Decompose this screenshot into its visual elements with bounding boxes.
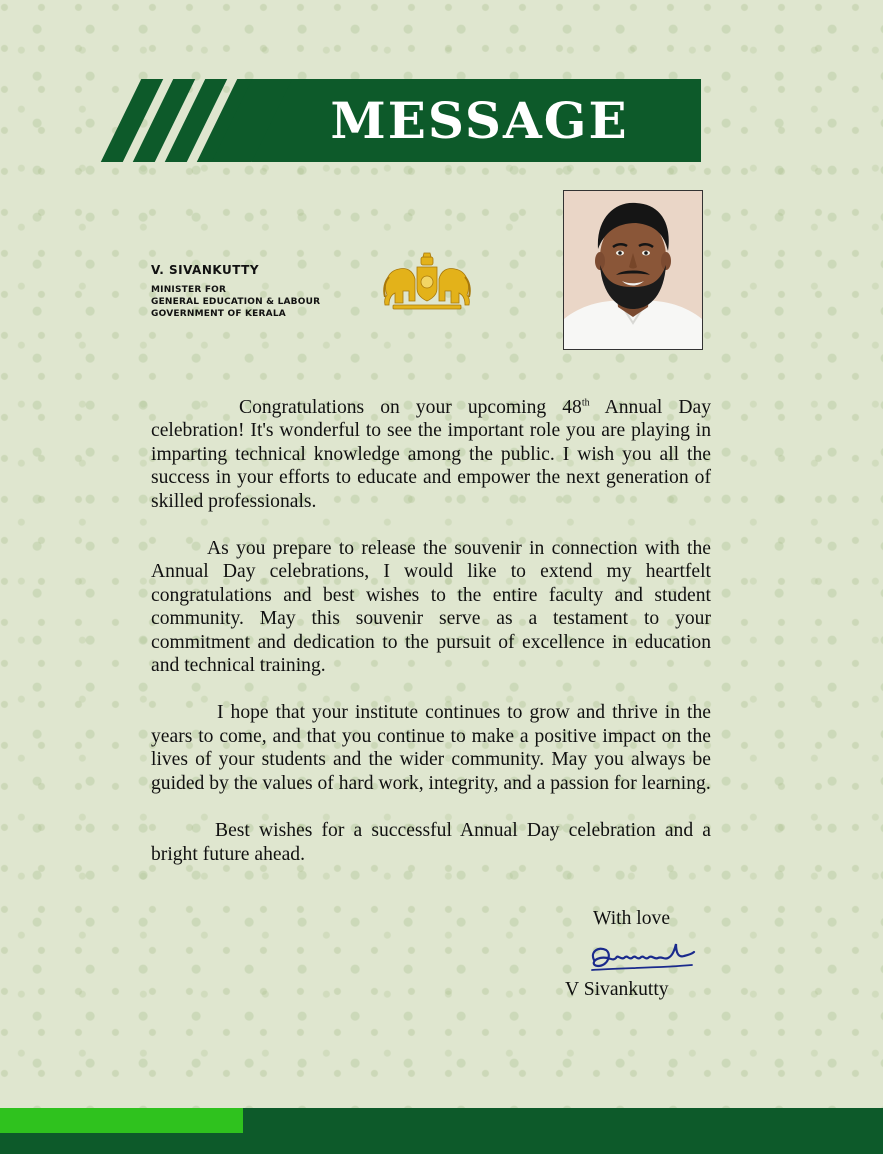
message-banner xyxy=(252,79,701,162)
page-title: MESSAGE xyxy=(330,91,629,150)
kerala-state-emblem-icon xyxy=(381,251,473,311)
handwritten-signature xyxy=(588,938,698,974)
message-body xyxy=(151,396,711,890)
message-paragraph: Congratulations on your upcoming 48th Annual Day celebration! It's wonderful to see the important role you are playing in imparting technical knowledge among the public. I wish you all the success in your efforts to educate and empower the next generation of skilled professionals. xyxy=(151,397,711,512)
minister-name: V. SIVANKUTTY xyxy=(151,263,260,277)
designation-line: GENERAL EDUCATION & LABOUR xyxy=(151,297,321,307)
message-paragraph: I hope that your institute continues to grow and thrive in the years to come, and that you continue to make a positive impact on the lives of your students and the wider community. May you always be guided by the values of hard work, integrity, and a passion for learning. xyxy=(151,702,711,794)
signer-name: V Sivankutty xyxy=(565,979,669,1000)
footer-accent-bar xyxy=(0,1108,243,1133)
closing-salutation: With love xyxy=(593,908,671,929)
minister-portrait xyxy=(563,190,703,350)
designation-line: GOVERNMENT OF KERALA xyxy=(151,309,286,319)
message-paragraph: Best wishes for a successful Annual Day celebration and a bright future ahead. xyxy=(151,820,711,865)
message-paragraph: As you prepare to release the souvenir in connection with the Annual Day celebrations, I would like to extend my heartfelt congratulations and best wishes to the entire faculty and student community. May this souvenir serve as a testament to your commitment and dedication to the pursuit of excellence in education and technical training. xyxy=(151,538,711,677)
designation-line: MINISTER FOR xyxy=(151,285,227,295)
minister-designation xyxy=(151,284,320,320)
